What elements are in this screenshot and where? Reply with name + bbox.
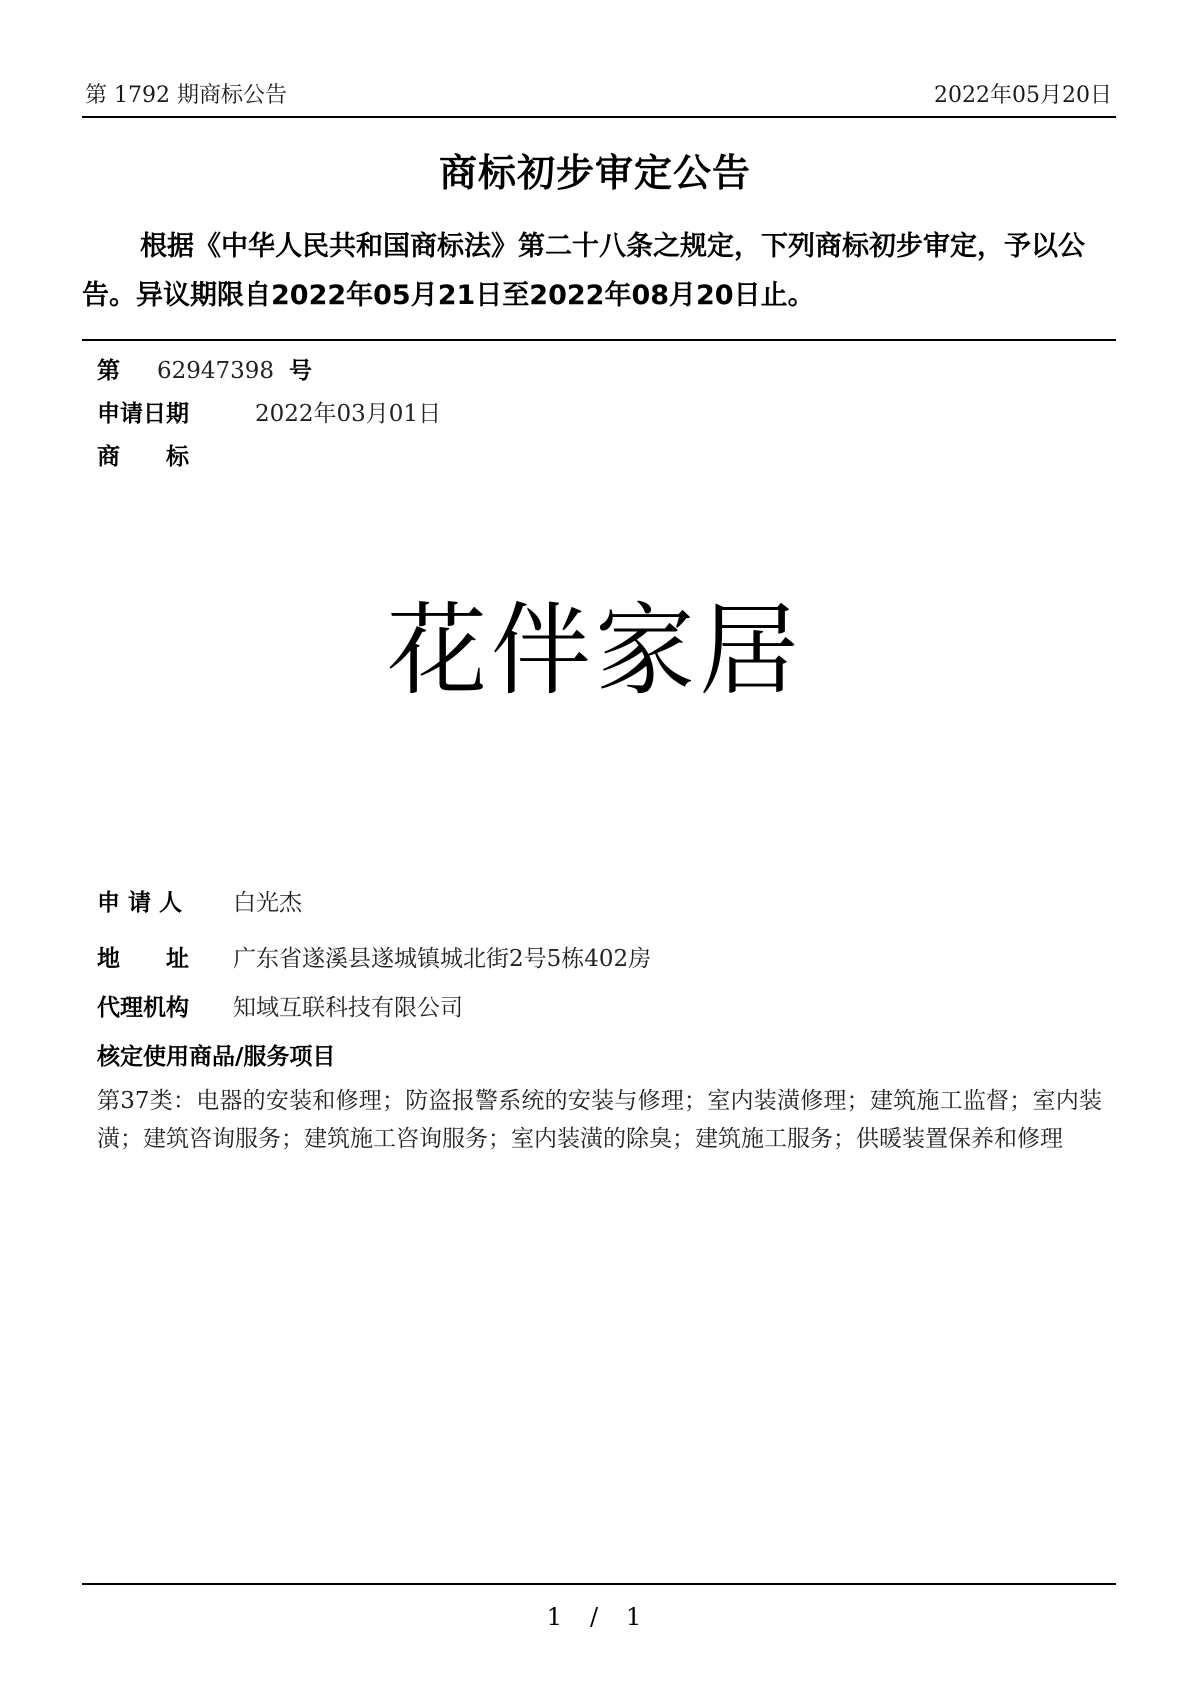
applicant-label: 申 请 人	[97, 890, 183, 916]
goods-services-title: 核定使用商品/服务项目	[97, 1044, 336, 1070]
registration-label-suffix: 号	[289, 358, 312, 384]
address-label: 地 址	[97, 946, 189, 972]
registration-number-row	[97, 352, 312, 385]
issue-number: 第 1792 期商标公告	[85, 83, 287, 108]
goods-services-list: 第37类：电器的安装和修理；防盗报警系统的安装与修理；室内装潢修理；建筑施工监督；室内装潢；建筑咨询服务；建筑施工咨询服务；室内装潢的除臭；建筑施工服务；供暖装置保养和修理	[97, 1088, 1102, 1152]
footer-divider	[82, 1583, 1116, 1585]
trademark-image-text: 花伴家居	[387, 592, 803, 709]
header-divider	[82, 116, 1116, 118]
registration-number: 62947398	[157, 358, 275, 384]
agency-row	[97, 989, 463, 1022]
trademark-label: 商 标	[97, 444, 189, 470]
application-date-row	[97, 395, 441, 428]
address-value: 广东省遂溪县遂城镇城北街2号5栋402房	[233, 946, 652, 972]
address-row	[97, 940, 651, 973]
trademark-row	[97, 438, 189, 471]
applicant-row	[97, 884, 302, 917]
page-number: 1 / 1	[546, 1603, 644, 1631]
agency-value: 知域互联科技有限公司	[233, 995, 463, 1021]
application-date-value: 2022年03月01日	[255, 401, 442, 427]
page-title: 商标初步审定公告	[438, 151, 751, 195]
issue-date: 2022年05月20日	[934, 83, 1112, 108]
intro-divider	[82, 339, 1116, 341]
announcement-intro: 根据《中华人民共和国商标法》第二十八条之规定，下列商标初步审定，予以公告。异议期限自2022年05月21日至2022年08月20日止。	[82, 231, 1085, 311]
applicant-value: 白光杰	[233, 890, 302, 916]
agency-label: 代理机构	[97, 995, 189, 1021]
application-date-label: 申请日期	[97, 401, 189, 427]
registration-label-prefix: 第	[97, 358, 120, 384]
